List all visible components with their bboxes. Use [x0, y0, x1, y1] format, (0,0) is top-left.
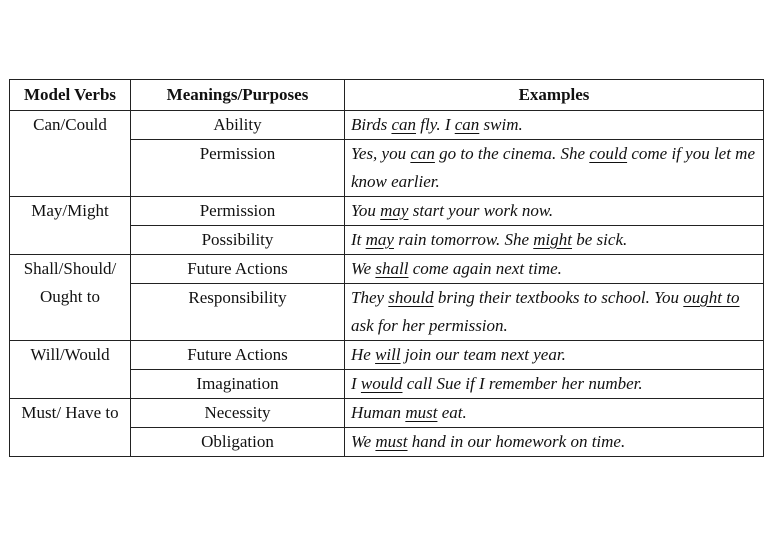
verb-cell: Can/Could [10, 111, 131, 197]
modal-verb-highlight: will [375, 345, 401, 364]
example-text: swim. [479, 115, 523, 134]
meaning-cell: Necessity [131, 399, 345, 428]
modal-verb-highlight: ought to [683, 288, 740, 307]
modal-verb-highlight: would [360, 374, 403, 393]
example-text: join our team next year. [400, 345, 566, 364]
example-text: We [351, 432, 376, 451]
example-text: I [351, 374, 361, 393]
example-cell [345, 255, 764, 284]
header-examples: Examples [345, 80, 764, 111]
example-cell [345, 428, 764, 457]
modal-verb-highlight: may [365, 230, 394, 249]
example-text: be sick. [572, 230, 628, 249]
example-cell [345, 370, 764, 399]
table-row [10, 197, 764, 226]
meaning-cell: Possibility [131, 226, 345, 255]
example-text: start your work now. [408, 201, 554, 220]
modal-verb-highlight: must [375, 432, 408, 451]
modal-verb-highlight: might [533, 230, 573, 249]
meaning-cell: Imagination [131, 370, 345, 399]
modal-verb-highlight: may [380, 201, 409, 220]
meaning-cell: Permission [131, 197, 345, 226]
meaning-cell: Obligation [131, 428, 345, 457]
example-text: eat. [437, 403, 467, 422]
modal-verb-highlight: shall [375, 259, 409, 278]
table-row [10, 341, 764, 370]
modal-verb-highlight: can [391, 115, 417, 134]
example-text: It [351, 230, 366, 249]
header-row [10, 80, 764, 111]
example-cell [345, 111, 764, 140]
verb-cell: Will/Would [10, 341, 131, 399]
meaning-cell: Future Actions [131, 341, 345, 370]
meaning-cell: Permission [131, 140, 345, 197]
table-row [10, 255, 764, 284]
meaning-cell: Responsibility [131, 284, 345, 341]
example-text: He [351, 345, 376, 364]
example-text: bring their textbooks to school. You [433, 288, 684, 307]
verb-cell: Shall/Should/ Ought to [10, 255, 131, 341]
verb-cell: Must/ Have to [10, 399, 131, 457]
example-text: You [351, 201, 381, 220]
example-text: go to the cinema. She [434, 144, 590, 163]
example-cell [345, 140, 764, 197]
table-row [10, 399, 764, 428]
example-text: Yes, you [351, 144, 411, 163]
modal-verb-highlight: can [410, 144, 435, 163]
example-cell [345, 226, 764, 255]
modal-verb-highlight: can [454, 115, 480, 134]
example-text: come again next time. [408, 259, 562, 278]
header-meanings-purposes: Meanings/Purposes [131, 80, 345, 111]
verb-cell: May/Might [10, 197, 131, 255]
example-text: hand in our homework on time. [407, 432, 626, 451]
example-text: call Sue if I remember her number. [402, 374, 643, 393]
example-cell [345, 197, 764, 226]
example-cell [345, 399, 764, 428]
example-cell [345, 341, 764, 370]
example-text: They [351, 288, 389, 307]
table-body [10, 111, 764, 457]
example-text: Birds [351, 115, 392, 134]
example-text: Human [351, 403, 406, 422]
modal-verb-highlight: could [589, 144, 628, 163]
example-text: rain tomorrow. She [393, 230, 534, 249]
meaning-cell: Future Actions [131, 255, 345, 284]
meaning-cell: Ability [131, 111, 345, 140]
modal-verbs-table [9, 79, 764, 457]
example-text: come if you let me know earlier. [351, 144, 756, 191]
example-cell [345, 284, 764, 341]
example-text: fly. I [416, 115, 455, 134]
example-text: ask for her permission. [351, 316, 508, 335]
modal-verb-highlight: should [388, 288, 434, 307]
table-row [10, 111, 764, 140]
header-model-verbs: Model Verbs [10, 80, 131, 111]
modal-verb-highlight: must [405, 403, 438, 422]
example-text: We [351, 259, 376, 278]
